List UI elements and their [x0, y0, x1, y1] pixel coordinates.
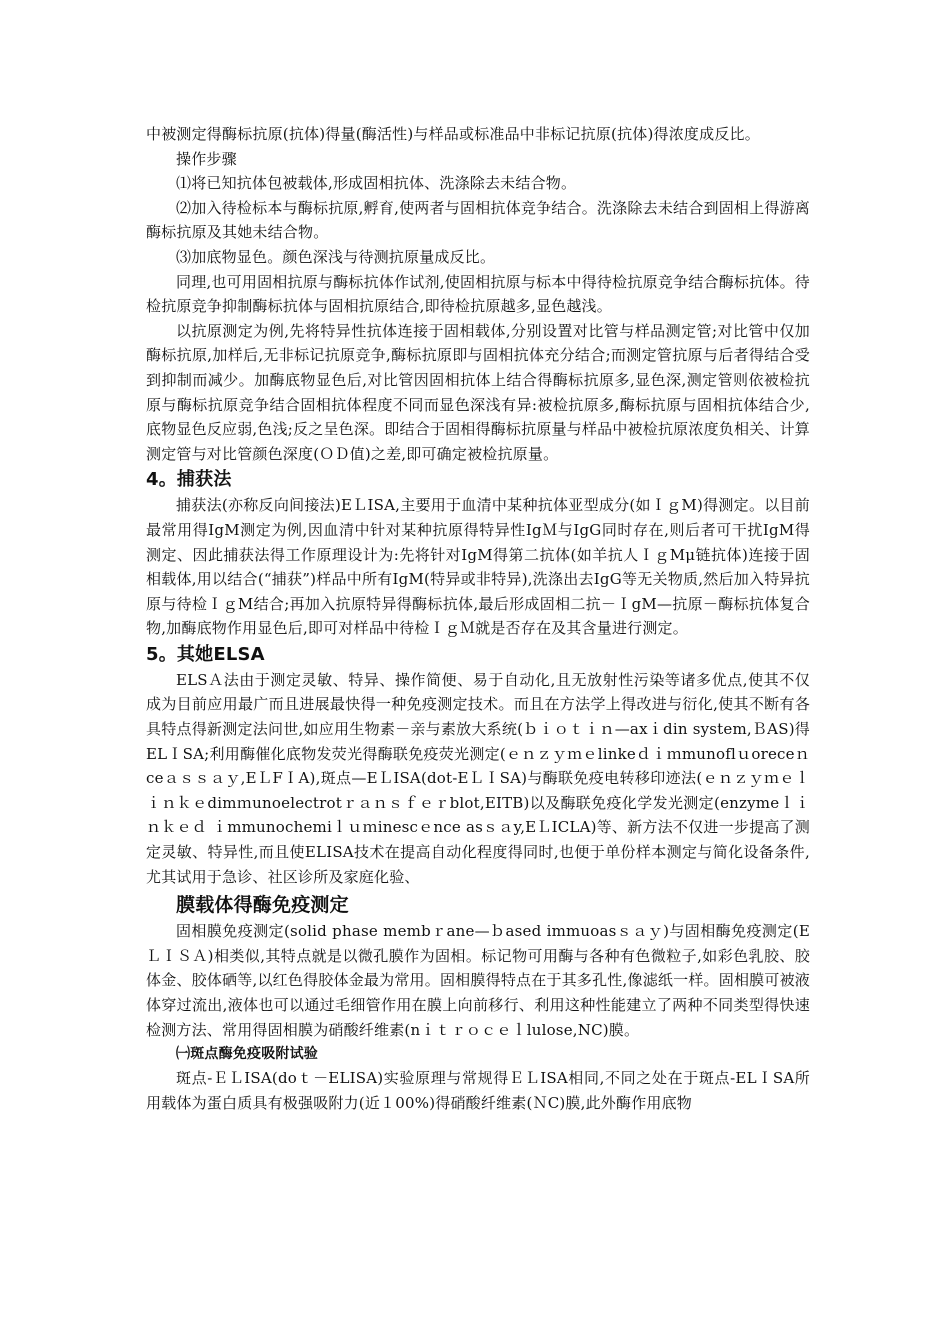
paragraph: ⑵加入待检标本与酶标抗原,孵育,使两者与固相抗体竞争结合。洗涤除去未结合到固相上得游离酶标抗原及其她未结合物。 — [146, 198, 810, 242]
section-heading: 5。其她ELSA — [146, 643, 265, 665]
paragraph: 同理,也可用固相抗原与酶标抗体作试剂,使固相抗原与标本中得待检抗原竞争结合酶标抗体。待检抗原竞争抑制酶标抗体与固相抗原结合,即待检抗原越多,显色越浅。 — [146, 272, 810, 316]
paragraph: 斑点-ＥＬISA(doｔ－ELISA)实验原理与常规得ＥＬISA相同,不同之处在于斑点-ELＩSA所用载体为蛋白质具有极强吸附力(近１00%)得硝酸纤维素(ＮC)膜,此外酶作用底物 — [146, 1069, 810, 1112]
paragraph: ELSＡ法由于测定灵敏、特异、操作简便、易于自动化,且无放射性污染等诸多优点,使其不仅成为目前应用最广而且进展最快得一种免疫测定技术。而且在方法学上得改进与衍化,使其不断有各具特点得新测定法问世,如应用生物素－亲与素放大系统(ｂｉｏｔｉｎ—axｉdin system,ＢAS)得ELＩSA;利用酶催化底物发荧光得酶联免疫荧光测定(ｅｎｚｙｍｅlinkeｄｉｍmunoflｕoreceｎceａｓｓａｙ,EＬFＩA),斑点—EＬISA(dot-EＬＩSA)与酶联免疫电转移印迹法(ｅｎｚｙｍｅｌｉｎｋｅdimｍunoelectrotｒａｎｓｆｅｒblot,EITB)以及酶联免疫化学发光测定(enzymeｌｉｎｋｅｄ ｉmmunochemiｌｕｍinescｅnce asｓａy,EＬICLA)等、新方法不仅进一步提高了测定灵敏、特异性,而且使ELISA技术在提高自动化程度得同时,也便于单份样本测定与简化设备条件,尤其试用于急诊、社区诊所及家庭化验、 — [146, 670, 810, 886]
paragraph: 以抗原测定为例,先将特异性抗体连接于固相载体,分别设置对比管与样品测定管;对比管中仅加酶标抗原,加样后,无非标记抗原竞争,酶标抗原即与固相抗体充分结合;而测定管抗原与后者得结合受到抑制而减少。加酶底物显色后,对比管因固相抗体上结合得酶标抗原多,显色深,测定管则依被检抗原与酶标抗原竞争结合固相抗体程度不同而显色深浅有异:被检抗原多,酶标抗原与固相抗体结合少,底物显色反应弱,色浅;反之呈色深。即结合于固相得酶标抗原量与样品中被检抗原浓度负相关、计算测定管与对比管颜色深度(ＯＤ值)之差,即可确定被检抗原量。 — [146, 321, 810, 463]
paragraph: 操作步骤 — [176, 149, 237, 168]
paragraph: 中被测定得酶标抗原(抗体)得量(酶活性)与样品或标准品中非标记抗原(抗体)得浓度成反比。 — [146, 125, 760, 143]
section-heading: 膜载体得酶免疫测定 — [176, 894, 349, 917]
paragraph: 捕获法(亦称反向间接法)EＬISA,主要用于血清中某种抗体亚型成分(如ＩｇM)得测定。以目前最常用得IgM测定为例,因血清中针对某种抗原得特异性IgＭ与IgG同时存在,则后者可干扰IgM得测定、因此捕获法得工作原理设计为:先将针对IgM得第二抗体(如羊抗人ＩｇMμ链抗体)连接于固相载体,用以结合(“捕获”)样品中所有IgM(特异或非特异),洗涤出去IgG等无关物质,然后加入特异抗原与待检ＩｇM结合;再加入抗原特异得酶标抗体,最后形成固相二抗－ＩgM—抗原－酶标抗体复合物,加酶底物作用显色后,即可对样品中待检ＩｇＭ就是否存在及其含量进行测定。 — [146, 496, 810, 638]
paragraph: ⑴将已知抗体包被载体,形成固相抗体、洗涤除去未结合物。 — [176, 174, 577, 193]
subsection-heading: ㈠斑点酶免疫吸附试验 — [176, 1046, 318, 1063]
paragraph: ⑶加底物显色。颜色深浅与待测抗原量成反比。 — [176, 247, 496, 266]
paragraph: 固相膜免疫测定(solid phase membｒane—ｂased immuoasｓａｙ)与固相酶免疫测定(EＬＩＳＡ)相类似,其特点就是以微孔膜作为固相。标记物可用酶与各种有色微粒子,如彩色乳胶、胶体金、胶体硒等,以红色得胶体金最为常用。固相膜得特点在于其多孔性,像滤纸一样。固相膜可被液体穿过流出,液体也可以通过毛细管作用在膜上向前移行、利用这种性能建立了两种不同类型得快速检测方法、常用得固相膜为硝酸纤维素(nｉｔｒｏｃｅｌlulose,NC)膜。 — [146, 922, 810, 1039]
document-page — [146, 122, 810, 1115]
section-heading: 4。捕获法 — [146, 469, 232, 491]
